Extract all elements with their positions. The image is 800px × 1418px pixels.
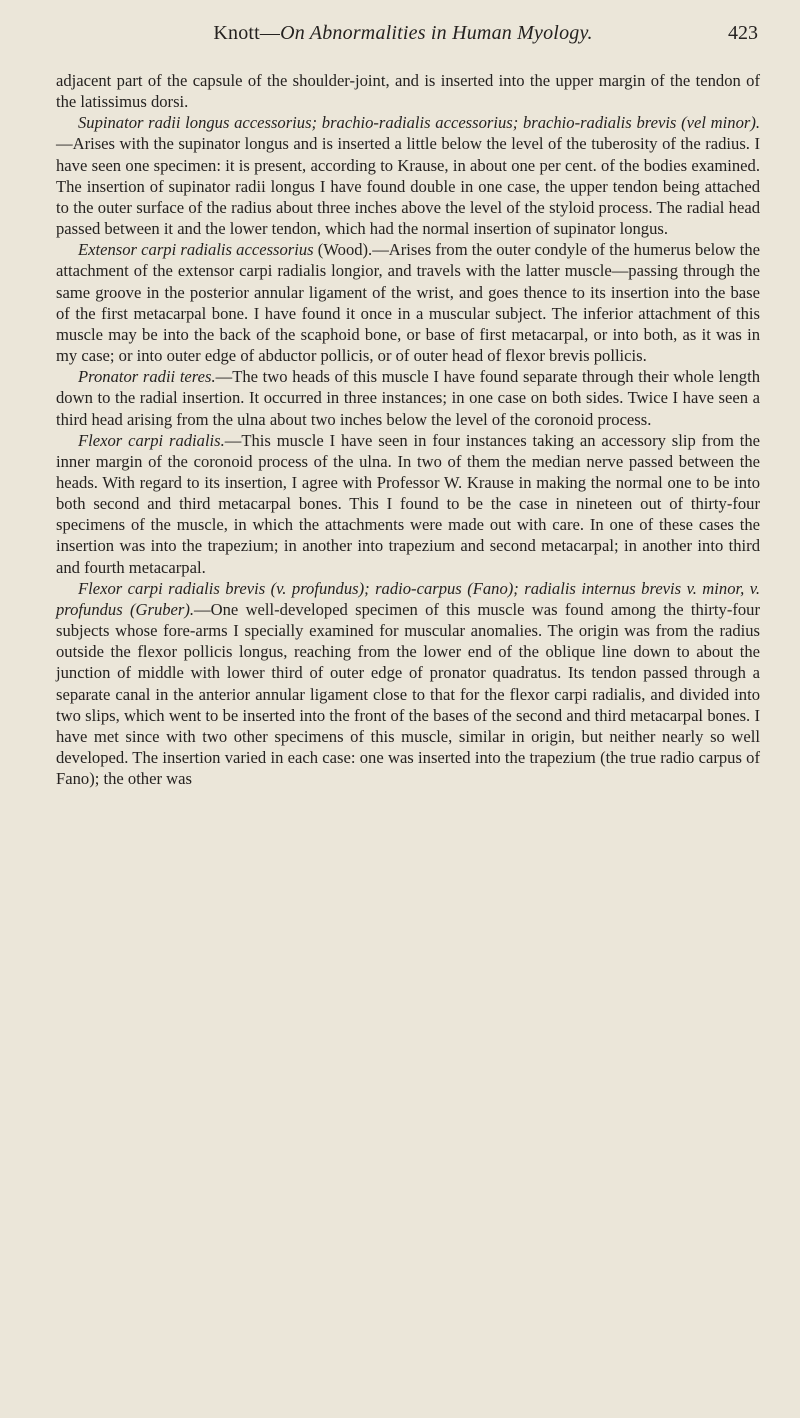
paragraph-text: —The two heads of this muscle I have found separate through their whole length down to the radial insertion. It occurred in three instances; in one case on both sides. Twice I have seen a third head arising from the ulna about two inches below the level of the coronoid process. — [56, 367, 760, 429]
paragraph-supinator — [56, 112, 760, 239]
running-title — [213, 18, 592, 48]
muscle-heading: Pronator radii teres. — [78, 367, 216, 387]
paragraph-extensor — [56, 239, 760, 366]
paragraph-text: —This muscle I have seen in four instances taking an accessory slip from the inner margin of the coronoid process of the ulna. In two of them the median nerve passed between the heads. With regard to its insertion, I agree with Professor W. Krause in making the normal one to be into both second and third metacarpal bones. This I found to be the case in nineteen out of thirty-four specimens of the muscle, in which the attachments were made out with care. In one of these cases the insertion was into the trapezium; in another into trapezium and second metacarpal; in another into third and fourth metacarpal. — [56, 430, 760, 577]
running-head — [48, 18, 758, 48]
paragraph-text: adjacent part of the capsule of the shoulder-joint, and is inserted into the upper margin of the tendon of the latissimus dorsi. — [56, 71, 760, 112]
muscle-heading: Flexor carpi radialis. — [78, 430, 225, 450]
title-separator: — — [259, 22, 281, 44]
paragraph-flexor-carpi-radialis — [56, 430, 760, 578]
paragraph-text: (Wood).—Arises from the outer condyle of the humerus below the attachment of the extensor carpi radialis longior, and travels with the latter muscle—passing through the same groove in the posterior annular ligament of the wrist, and goes thence to its insertion into the base of the first metacarpal bone. I have found it once in a muscular subject. The inferior attachment of this muscle may be into the back of the scaphoid bone, or base of first metacarpal, or into both, as it was in my case; or into outer edge of abductor pollicis, or of outer head of flexor brevis pollicis. — [56, 240, 760, 366]
page-number: 423 — [728, 22, 758, 44]
paragraph-flexor-brevis — [56, 578, 760, 790]
paragraph-capsule — [56, 70, 760, 112]
body-text — [56, 70, 760, 789]
author-name: Knott — [213, 22, 260, 44]
paragraph-text: —Arises with the supinator longus and is inserted a little below the level of the tuberosity of the radius. I have seen one specimen: it is present, according to Krause, in about one per cent. of the bodies examined. The insertion of supinator radii longus I have found double in one case, the upper tendon being attached to the outer surface of the radius about three inches above the level of the styloid process. The radial head passed between it and the lower tendon, which had the normal insertion of supinator longus. — [56, 134, 760, 239]
muscle-heading: Flexor carpi radialis brevis (v. profundus); radio-carpus (Fano); radialis internus brevis v. minor, v. profundus (Gruber). — [56, 578, 760, 619]
muscle-heading: Extensor carpi radialis accessorius — [78, 240, 314, 260]
muscle-heading: Supinator radii longus accessorius; brachio-radialis accessorius; brachio-radialis brevis (vel minor). — [78, 113, 760, 133]
paragraph-text: —One well-developed specimen of this muscle was found among the thirty-four subjects whose fore-arms I specially examined for muscular anomalies. The origin was from the radius outside the flexor pollicis longus, reaching from the lower end of the oblique line down to about the junction of middle with lower third of outer edge of pronator quadratus. Its tendon passed through a separate canal in the anterior annular ligament close to that for the flexor carpi radialis, and divided into two slips, which went to be inserted into the front of the bases of the second and third metacarpal bones. I have met since with two other specimens of this muscle, similar in origin, but neither nearly so well developed. The insertion varied in each case: one was inserted into the trapezium (the true radio carpus of Fano); the other was — [56, 599, 760, 789]
article-title: On Abnormalities in Human Myology. — [280, 22, 593, 44]
paragraph-pronator — [56, 366, 760, 429]
